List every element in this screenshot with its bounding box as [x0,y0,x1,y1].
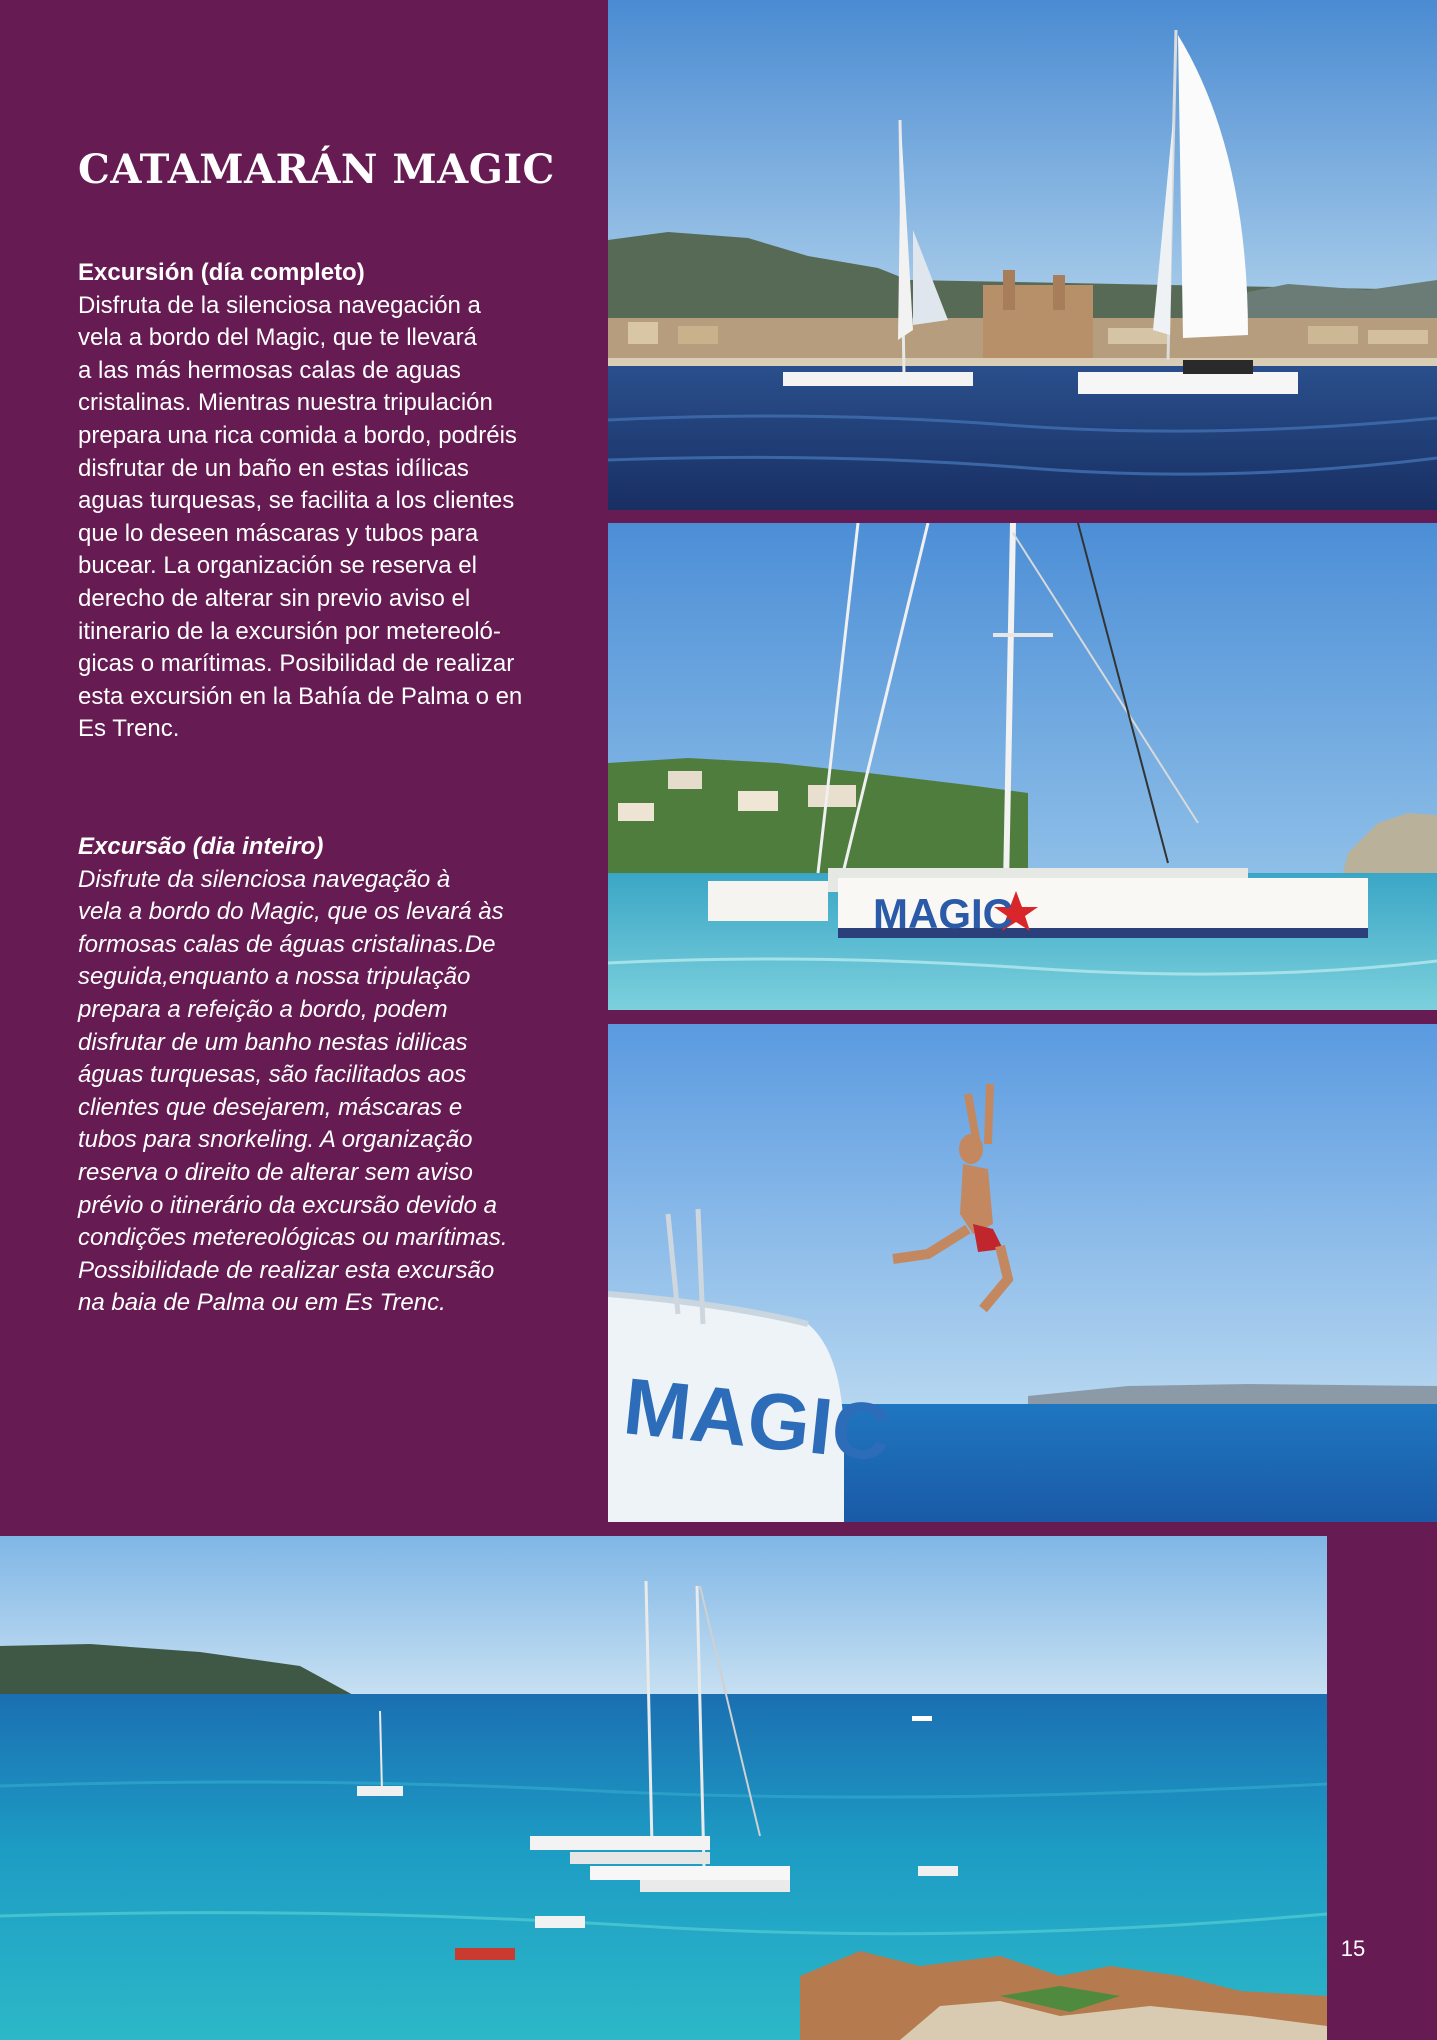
jump-from-catamaran-photo [608,1024,1437,1522]
portuguese-line: vela a bordo do Magic, que os levará às [78,898,504,926]
spanish-line: a las más hermosas calas de aguas [78,356,461,384]
spanish-line: prepara una rica comida a bordo, podréis [78,421,517,449]
portuguese-line: formosas calas de águas cristalinas.De [78,930,496,958]
spanish-line: bucear. La organización se reserva el [78,552,477,580]
portuguese-line: clientes que desejarem, máscaras e [78,1093,463,1121]
magic-catamaran-cove-photo [608,523,1437,1010]
spanish-line: Disfruta de la silenciosa navegación a [78,291,481,319]
spanish-line: aguas turquesas, se facilita a los clientes [78,487,515,515]
spanish-line: itinerario de la excursión por metereoló- [78,617,501,645]
page-title: CATAMARÁN MAGIC [78,146,555,193]
magic-hull-lettering-closeup: MAGIC [619,1361,895,1478]
spanish-line: vela a bordo del Magic, que te llevará [78,324,477,352]
magic-hull-lettering: MAGIC [873,890,1013,937]
portuguese-line: tubos para snorkeling. A organização [78,1126,473,1154]
page-number: 15 [1340,1936,1366,1961]
spanish-heading: Excursión (día completo) [78,259,365,286]
portuguese-line: disfrutar de um banho nestas idilicas [78,1028,468,1056]
spanish-line: derecho de alterar sin previo aviso el [78,584,471,612]
spanish-line: disfrutar de un baño en estas idílicas [78,454,469,482]
portuguese-line: seguida,enquanto a nossa tripulação [78,963,471,991]
portuguese-line: prévio o itinerário da excursão devido a [78,1191,497,1219]
turquoise-bay-photo [0,1536,1327,2040]
spanish-line: que lo deseen máscaras y tubos para [78,519,479,547]
portuguese-line: águas turquesas, são facilitados aos [78,1061,467,1089]
portuguese-line: Disfrute da silenciosa navegação à [78,865,451,893]
spanish-line: cristalinas. Mientras nuestra tripulación [78,389,493,417]
spanish-line: Es Trenc. [78,715,180,743]
spanish-description [78,257,578,746]
portuguese-line: reserva o direito de alterar sem aviso [78,1158,473,1186]
portuguese-description [78,831,578,1320]
portuguese-line: condições metereológicas ou marítimas. [78,1224,508,1252]
spanish-line: esta excursión en la Bahía de Palma o en [78,682,523,710]
portuguese-line: prepara a refeição a bordo, podem [78,995,448,1023]
catamarans-palma-photo [608,0,1437,510]
spanish-line: gicas o marítimas. Posibilidad de realizar [78,650,515,678]
portuguese-line: Possibilidade de realizar esta excursão [78,1256,495,1284]
portuguese-line: na baia de Palma ou em Es Trenc. [78,1289,446,1317]
portuguese-heading: Excursão (dia inteiro) [78,833,324,860]
